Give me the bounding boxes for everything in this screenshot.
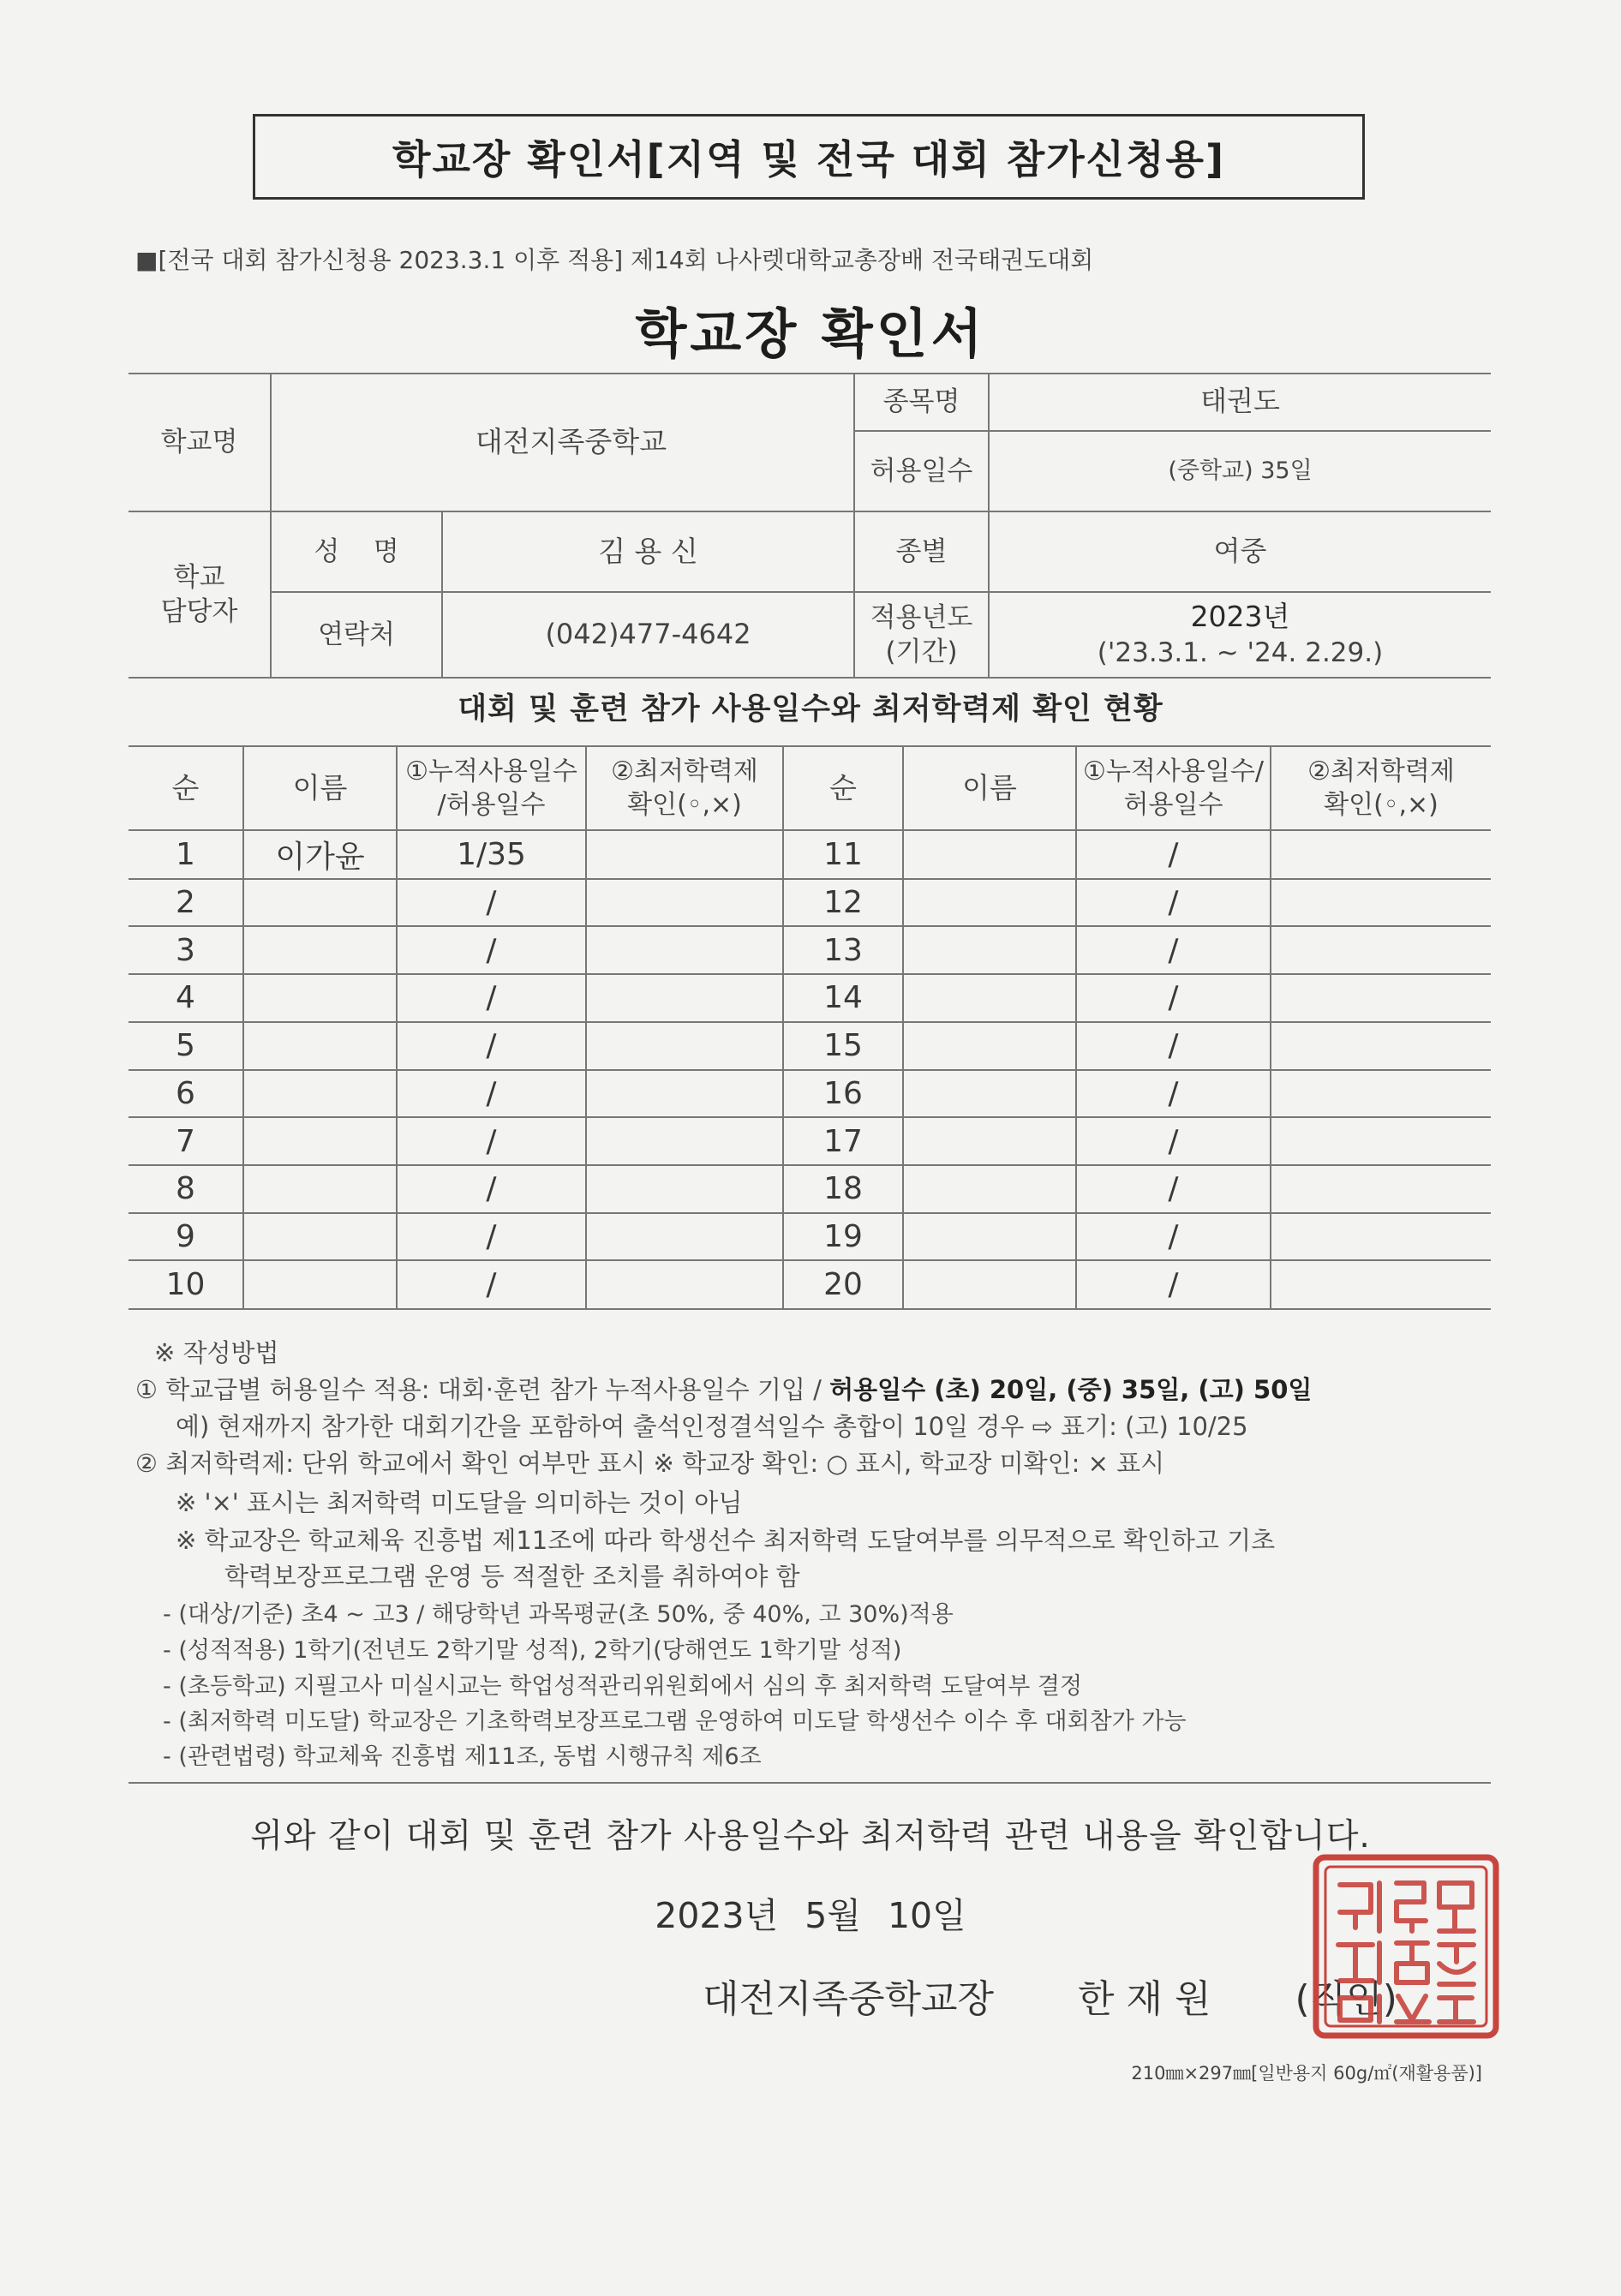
top-title-box (253, 114, 1365, 200)
name-value: 김 용 신 (598, 534, 698, 568)
header-seq-left: 순 (171, 770, 200, 804)
official-seal-stamp (1311, 1852, 1501, 2041)
event-value: 태권도 (1200, 385, 1280, 418)
header-min-left (587, 747, 782, 829)
header-min-right-line2: 확인(◦,×) (1324, 790, 1439, 820)
row-number: 7 (176, 1123, 195, 1159)
header-cum-left-line1: ①누적사용일수 (405, 756, 577, 786)
row-days-used: / (486, 1028, 497, 1064)
row-number: 16 (823, 1075, 863, 1111)
category-label: 종별 (895, 535, 948, 567)
row-days-used: / (1168, 1266, 1179, 1302)
row-days-used: / (1168, 1075, 1179, 1111)
header-cum-left-line2: /허용일수 (437, 790, 546, 820)
instruction-line-9: - (초등학교) 지필고사 미실시교는 학업성적관리위원회에서 심의 후 최저학력 도달여부 결정 (163, 1673, 1083, 1700)
name-label: 성 명 (314, 535, 399, 567)
row-name (244, 974, 396, 1022)
category-value: 여중 (1213, 535, 1267, 568)
row-days-used: / (486, 885, 497, 921)
instruction-line-1 (135, 1371, 1312, 1406)
row-days-used: / (1168, 1123, 1179, 1159)
row-number: 12 (823, 885, 863, 921)
principal-name: 한 재 원 (1078, 1977, 1211, 2021)
instruction-line-4: ※ '×' 표시는 최저학력 미도달을 의미하는 것이 아님 (176, 1488, 743, 1517)
year-value (990, 593, 1491, 677)
row-number: 15 (823, 1028, 863, 1064)
header-cum-right (1077, 747, 1270, 829)
main-title: 학교장 확인서 (635, 302, 986, 365)
row-number: 4 (176, 980, 195, 1016)
footer-spec: 210㎜×297㎜[일반용지 60g/㎡(재활용품)] (1131, 2063, 1482, 2084)
row-number: 3 (176, 932, 195, 968)
row-name (244, 1213, 396, 1261)
header-seq-right: 순 (829, 770, 857, 804)
year-value-year: 2023년 (1190, 600, 1290, 634)
header-cum-left (398, 747, 585, 829)
header-cum-right-line2: 허용일수 (1123, 790, 1223, 820)
row-name: 이가윤 (275, 840, 365, 876)
header-min-left-line1: ②최저학력제 (611, 756, 758, 786)
row-days-used: / (486, 1218, 497, 1254)
row-days-used: / (1168, 1028, 1179, 1064)
instruction-line-7: - (대상/기준) 초4 ~ 고3 / 해당학년 과목평균(초 50%, 중 40%, 고 30%)적용 (163, 1601, 954, 1628)
row-number: 8 (176, 1171, 195, 1207)
contact-label: 연락처 (318, 619, 395, 650)
row-name (244, 1022, 396, 1070)
row-number: 2 (176, 885, 195, 921)
manager-label (129, 512, 270, 677)
header-note: ■[전국 대회 참가신청용 2023.3.1 이후 적용] 제14회 나사렛대학교총장배 전국태권도대회 (135, 246, 1094, 274)
instruction-line-3: ② 최저학력제: 단위 학교에서 확인 여부만 표시 ※ 학교장 확인: ○ 표시, 학교장 미확인: × 표시 (135, 1449, 1165, 1478)
school-value: 대전지족중학교 (475, 424, 667, 458)
top-title: 학교장 확인서[지역 및 전국 대회 참가신청용] (392, 136, 1225, 182)
seal-label: (직인) (1295, 1977, 1397, 2021)
row-number: 14 (823, 980, 863, 1016)
manager-label-line2: 담당자 (160, 596, 238, 627)
row-name (244, 879, 396, 927)
principal-signature (703, 1968, 1397, 2023)
row-days-used: / (1168, 932, 1179, 968)
sign-date: 2023년 5월 10일 (655, 1895, 966, 1936)
row-number: 11 (823, 837, 863, 873)
header-cum-right-line1: ①누적사용일수/ (1083, 756, 1264, 786)
row-name (244, 1070, 396, 1118)
instruction-line-11: - (관련법령) 학교체육 진흥법 제11조, 동법 시행규칙 제6조 (163, 1743, 762, 1770)
header-name-left: 이름 (292, 770, 348, 804)
row-number: 20 (823, 1266, 863, 1302)
row-days-used: / (1168, 885, 1179, 921)
header-name-right: 이름 (962, 770, 1017, 804)
row-days-used: / (1168, 980, 1179, 1016)
allowed-days-label: 허용일수 (870, 455, 973, 487)
school-label: 학교명 (160, 426, 238, 457)
confirm-text: 위와 같이 대회 및 훈련 참가 사용일수와 최저학력 관련 내용을 확인합니다. (250, 1817, 1371, 1856)
year-value-period: ('23.3.1. ~ '24. 2.29.) (1097, 637, 1384, 669)
manager-label-line1: 학교 (173, 561, 225, 593)
row-days-used: / (486, 980, 497, 1016)
instruction-line-6: 학력보장프로그램 운영 등 적절한 조치를 취하여야 함 (224, 1562, 800, 1591)
row-name (244, 1117, 396, 1165)
header-min-right-line1: ②최저학력제 (1307, 756, 1455, 786)
row-number: 9 (176, 1218, 195, 1254)
row-number: 18 (823, 1171, 863, 1207)
event-label: 종목명 (882, 386, 960, 417)
row-days-used: / (486, 932, 497, 968)
row-days-used: / (1168, 837, 1179, 873)
instruction-line-8: - (성적적용) 1학기(전년도 2학기말 성적), 2학기(당해연도 1학기말 성적) (163, 1637, 902, 1664)
row-days-used: 1/35 (457, 837, 526, 873)
instruction-line-2: 예) 현재까지 참가한 대회기간을 포함하여 출석인정결석일수 총합이 10일 경우 ⇨ 표기: (고) 10/25 (176, 1412, 1248, 1441)
row-number: 17 (823, 1123, 863, 1159)
header-min-left-line2: 확인(◦,×) (627, 790, 742, 820)
instruction-line-5: ※ 학교장은 학교체육 진흥법 제11조에 따라 학생선수 최저학력 도달여부를 의무적으로 확인하고 기초 (176, 1526, 1276, 1555)
row-name (244, 1260, 396, 1308)
row-name (244, 926, 396, 974)
row-days-used: / (486, 1171, 497, 1207)
section-title: 대회 및 훈련 참가 사용일수와 최저학력제 확인 현황 (458, 692, 1163, 726)
instruction-line-1b: 허용일수 (초) 20일, (중) 35일, (고) 50일 (829, 1375, 1313, 1404)
row-name (244, 1165, 396, 1213)
year-label-line1: 적용년도 (870, 601, 973, 633)
row-days-used: / (486, 1123, 497, 1159)
row-number: 19 (823, 1218, 863, 1254)
year-label (855, 593, 988, 677)
row-days-used: / (486, 1266, 497, 1302)
instruction-line-10: - (최저학력 미도달) 학교장은 기초학력보장프로그램 운영하여 미도달 학생선수 이수 후 대회참가 가능 (163, 1708, 1187, 1735)
row-number: 5 (176, 1028, 195, 1064)
header-min-right (1271, 747, 1491, 829)
year-label-line2: (기간) (885, 637, 958, 667)
row-number: 10 (165, 1266, 206, 1302)
row-days-used: / (486, 1075, 497, 1111)
row-days-used: / (1168, 1171, 1179, 1207)
contact-value: (042)477-4642 (545, 618, 751, 651)
row-days-used: / (1168, 1218, 1179, 1254)
row-number: 6 (176, 1075, 195, 1111)
row-number: 1 (176, 837, 195, 873)
allowed-days-value: (중학교) 35일 (1168, 457, 1313, 485)
instructions-heading: ※ 작성방법 (154, 1338, 279, 1367)
instruction-line-1a: ① 학교급별 허용일수 적용: 대회·훈련 참가 누적사용일수 기입 / (135, 1375, 830, 1404)
principal-title: 대전지족중학교장 (703, 1977, 995, 2021)
row-number: 13 (823, 932, 863, 968)
